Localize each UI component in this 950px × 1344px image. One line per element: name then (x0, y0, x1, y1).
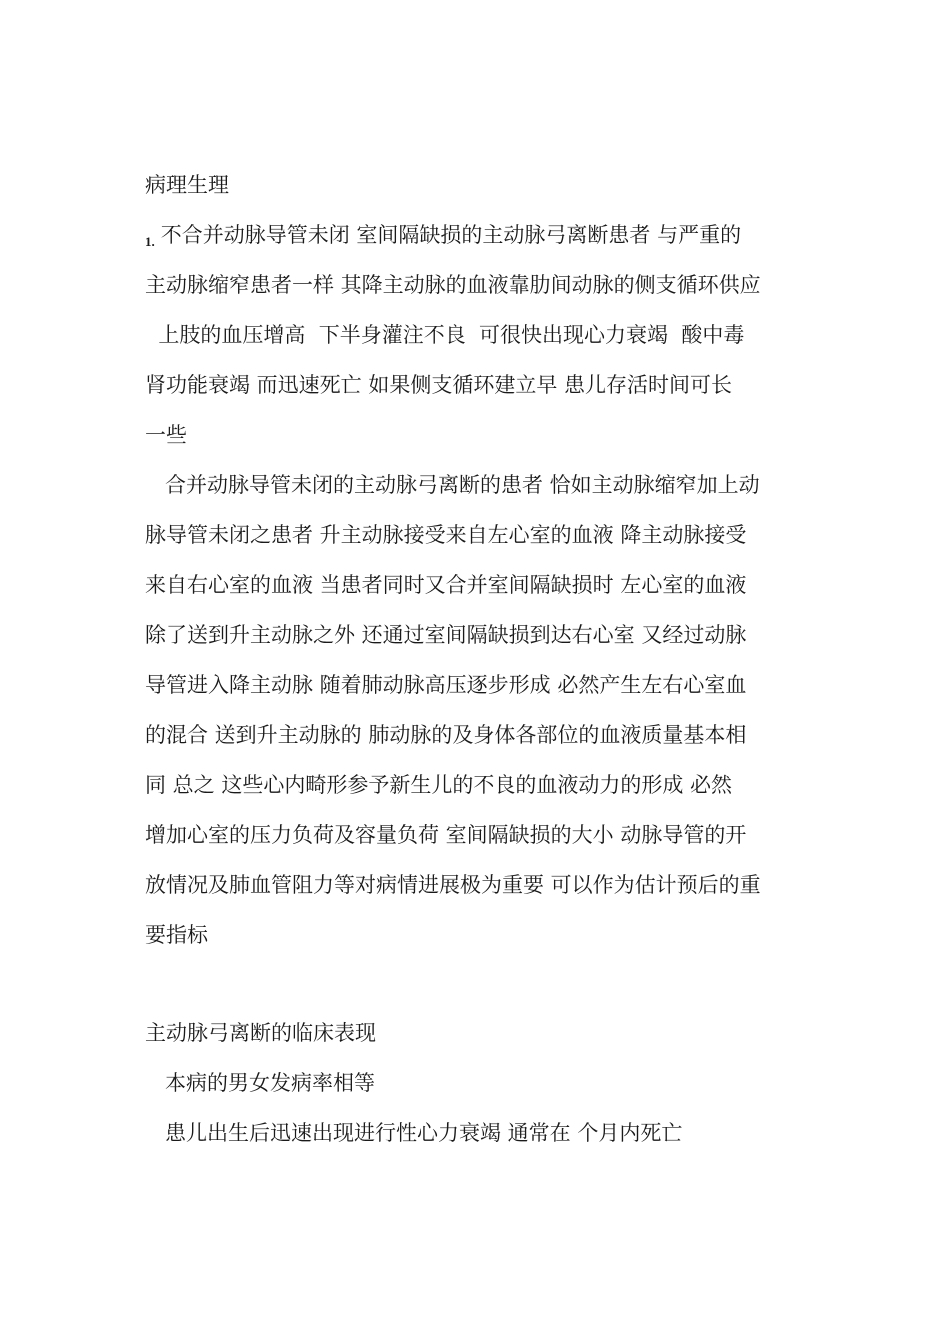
paragraph-line: 来自右心室的血液 当患者同时又合并室间隔缺损时 左心室的血液 (145, 573, 747, 597)
paragraph-line: 本病的男女发病率相等 (165, 1071, 375, 1095)
paragraph-line: 导管进入降主动脉 随着肺动脉高压逐步形成 必然产生左右心室血 (145, 673, 747, 697)
paragraph-line: 脉导管未闭之患者 升主动脉接受来自左心室的血液 降主动脉接受 (145, 523, 747, 547)
paragraph-line: 放情况及肺血管阻力等对病情进展极为重要 可以作为估计预后的重 (145, 873, 761, 897)
paragraph-line: 主动脉缩窄患者一样 其降主动脉的血液靠肋间动脉的侧支循环供应 (145, 273, 761, 297)
paragraph-line: 患儿出生后迅速出现进行性心力衰竭 通常在 个月内死亡 (165, 1121, 683, 1145)
paragraph-line: 合并动脉导管未闭的主动脉弓离断的患者 恰如主动脉缩窄加上动 (165, 473, 760, 497)
paragraph-line (145, 221, 825, 256)
paragraph-line: 一些 (145, 423, 187, 447)
section-heading-pathophysiology: 病理生理 (145, 173, 229, 197)
line-text: 不合并动脉导管未闭 室间隔缺损的主动脉弓离断患者 与严重的 (160, 223, 742, 247)
paragraph-line: 肾功能衰竭 而迅速死亡 如果侧支循环建立早 患儿存活时间可长 (145, 373, 733, 397)
paragraph-line: 要指标 (145, 923, 208, 947)
paragraph-line: 的混合 送到升主动脉的 肺动脉的及身体各部位的血液质量基本相 (145, 723, 747, 747)
paragraph-line: 同 总之 这些心内畸形参予新生儿的不良的血液动力的形成 必然 (145, 773, 733, 797)
list-number: 1. (145, 234, 155, 249)
paragraph-line: 除了送到升主动脉之外 还通过室间隔缺损到达右心室 又经过动脉 (145, 623, 747, 647)
paragraph-line: 上肢的血压增高 下半身灌注不良 可很快出现心力衰竭 酸中毒 (145, 323, 745, 347)
paragraph-line: 增加心室的压力负荷及容量负荷 室间隔缺损的大小 动脉导管的开 (145, 823, 747, 847)
section-heading-clinical: 主动脉弓离断的临床表现 (145, 1021, 376, 1045)
